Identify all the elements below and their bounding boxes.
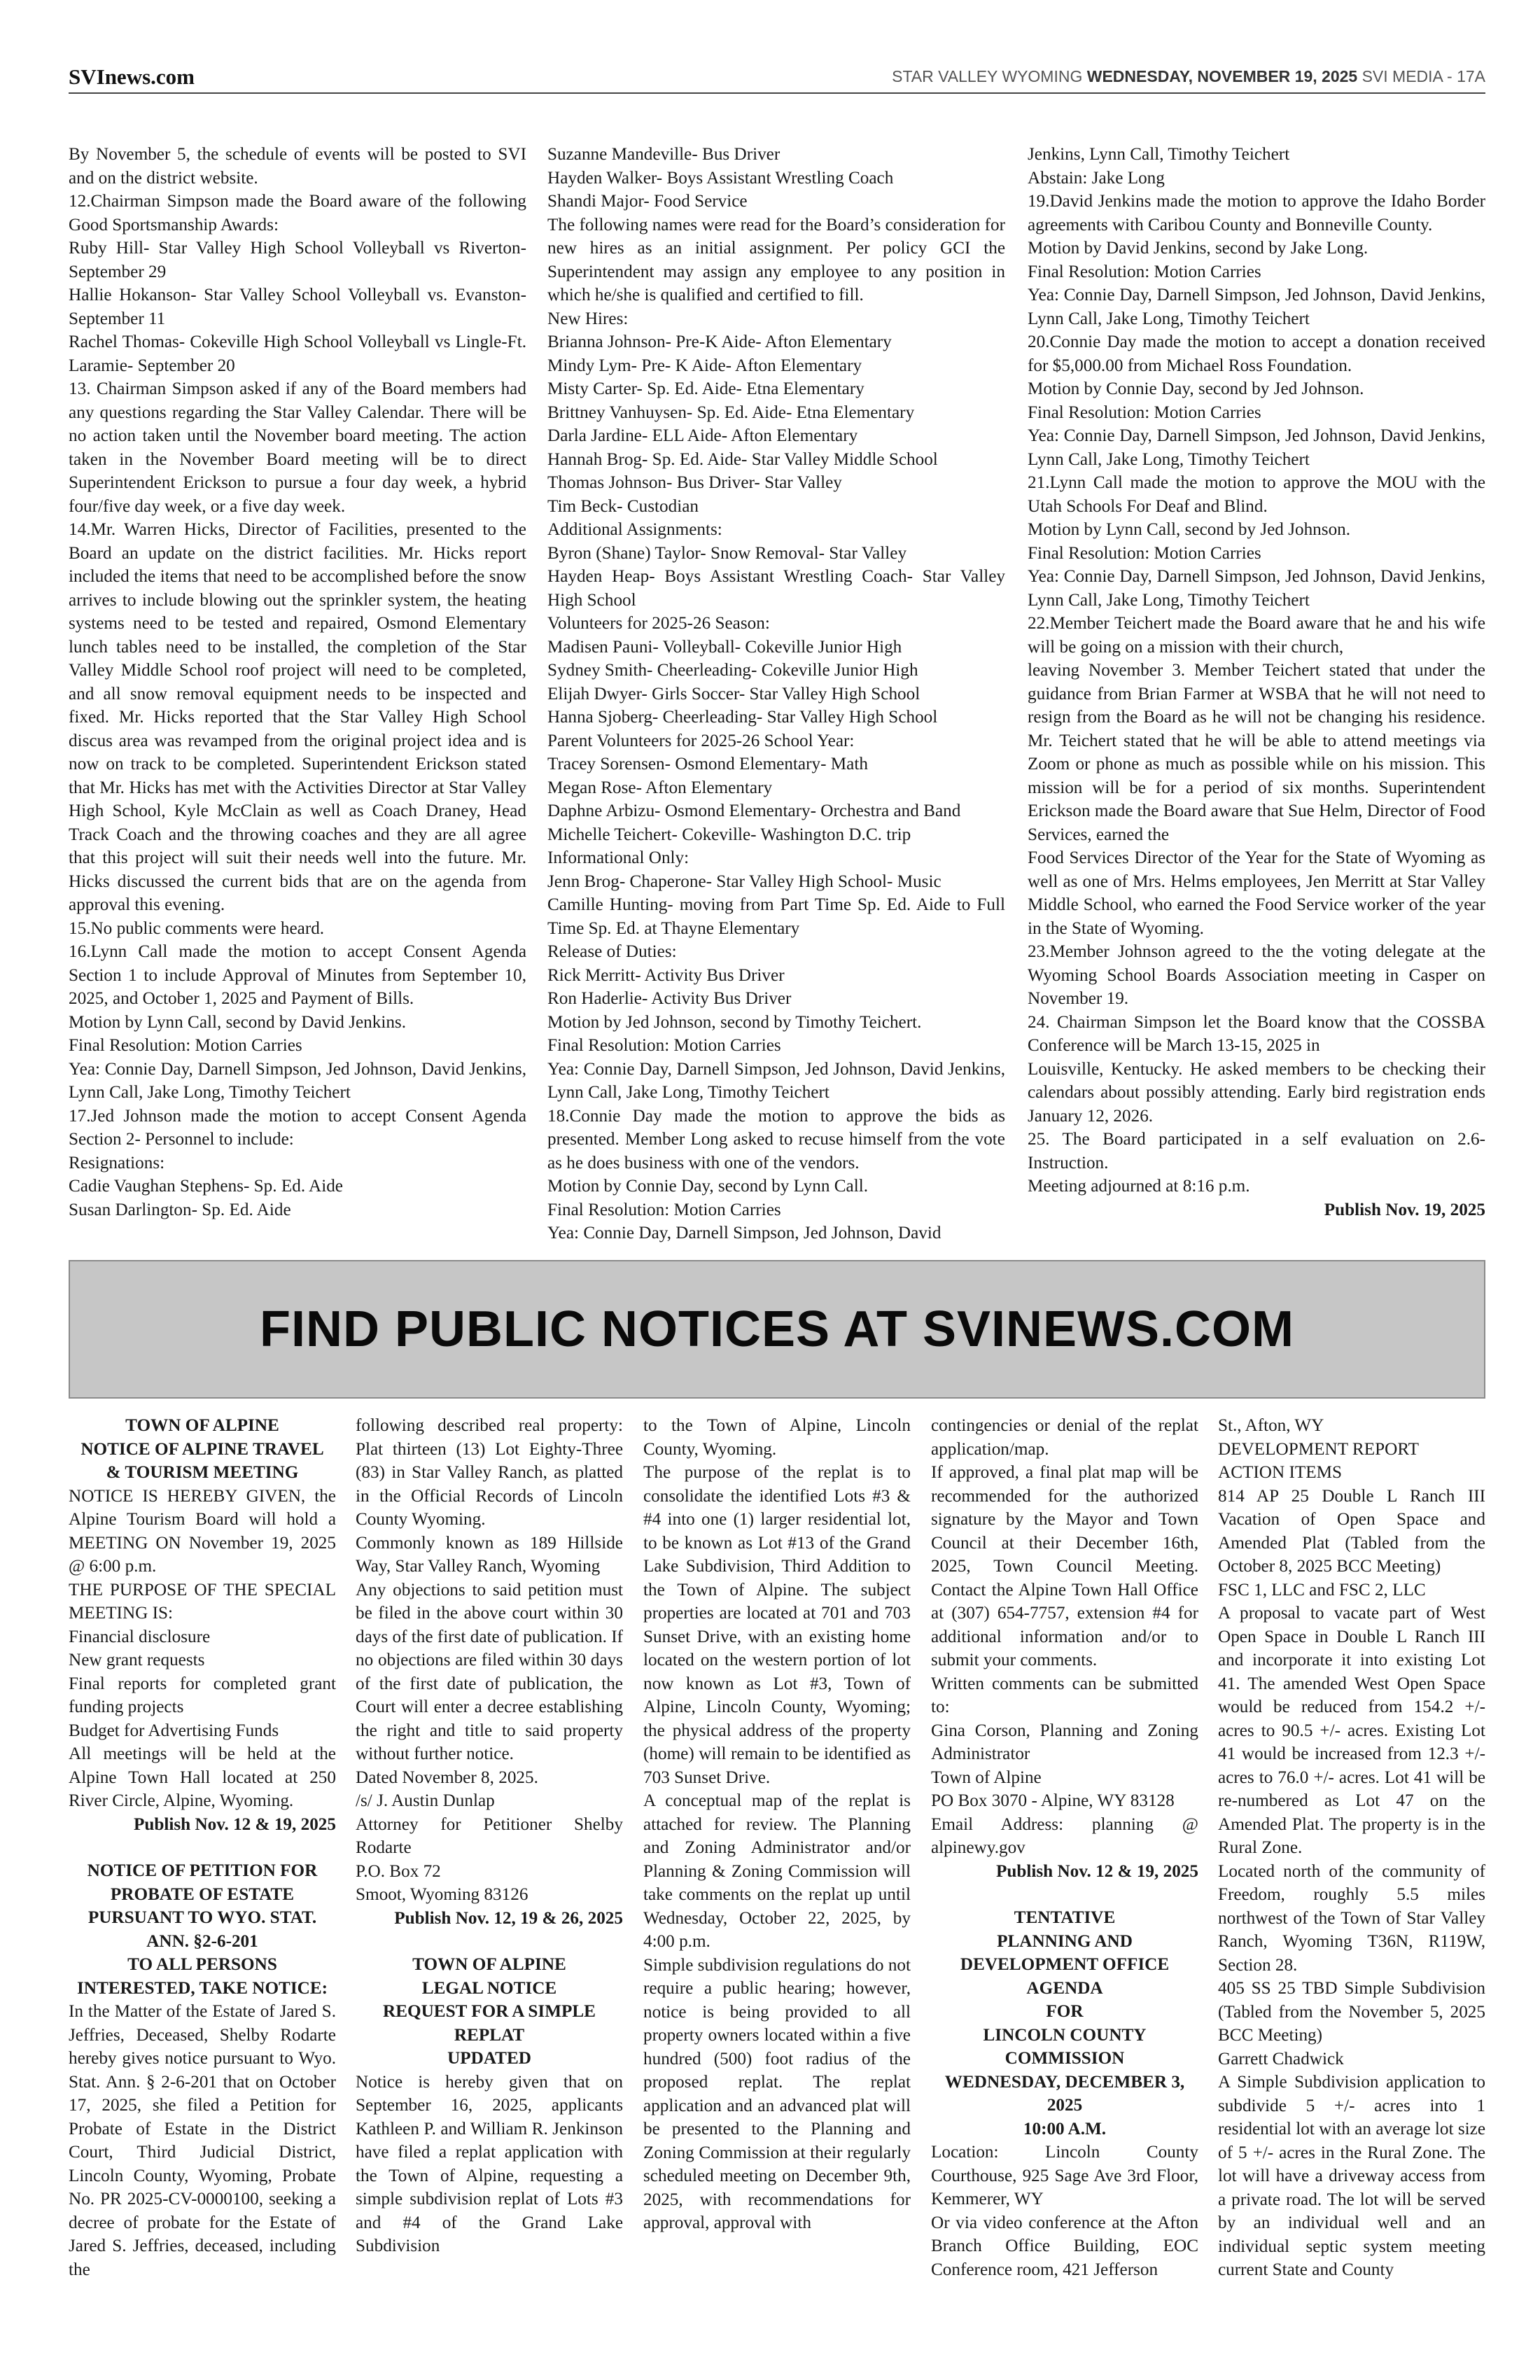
paragraph: Motion by Connie Day, second by Jed Johnson. [1028, 379, 1364, 398]
notice-title: ANN. §2-6-201 [146, 1931, 258, 1951]
paragraph: Abstain: Jake Long [1028, 168, 1165, 188]
paragraph: Hayden Heap- Boys Assistant Wrestling Coach- Star Valley High School [547, 567, 1005, 610]
paragraph: Dated November 8, 2025. [356, 1768, 538, 1787]
publish-line: Publish Nov. 12 & 19, 2025 [995, 1861, 1198, 1881]
paragraph: Attorney for Petitioner Shelby Rodarte [356, 1814, 623, 1857]
paragraph: DEVELOPMENT REPORT [1218, 1439, 1419, 1459]
paragraph: Motion by Connie Day, second by Lynn Call. [547, 1177, 868, 1196]
paragraph: Final Resolution: Motion Carries [1028, 402, 1261, 422]
notice-title: TENTATIVE [1014, 1908, 1116, 1927]
paragraph: New Hires: [547, 309, 629, 328]
paragraph: Madisen Pauni- Volleyball- Cokeville Junior High [547, 637, 902, 657]
paragraph: Commonly known as 189 Hillside Way, Star Valley Ranch, Wyoming [356, 1533, 623, 1576]
paragraph: Resignations: [69, 1153, 165, 1172]
paragraph: Hayden Walker- Boys Assistant Wrestling Coach [547, 168, 894, 188]
paragraph: 18.Connie Day made the motion to approve the bids as presented. Member Long asked to recuse himself from the vote as he does business with one of the vendors. [547, 1106, 1005, 1172]
notice-title: REPLAT [454, 2025, 525, 2045]
paragraph: Hanna Sjoberg- Cheerleading- Star Valley High School [547, 708, 938, 727]
paragraph: Jenkins, Lynn Call, Timothy Teichert [1028, 145, 1290, 164]
paragraph: 12.Chairman Simpson made the Board aware of the following Good Sportsmanship Awards: [69, 192, 526, 234]
paragraph: 16.Lynn Call made the motion to accept Consent Agenda Section 1 to include Approval of Minutes from September 10, 2025, and October 1, 2025 and Payment of Bills. [69, 942, 526, 1008]
notice-title: INTERESTED, TAKE NOTICE: [76, 1978, 328, 1998]
notice-title: TOWN OF ALPINE [125, 1416, 279, 1435]
paragraph: Yea: Connie Day, Darnell Simpson, Jed Johnson, David Jenkins, Lynn Call, Jake Long, Timothy Teichert [1028, 567, 1485, 610]
paragraph: 25. The Board participated in a self evaluation on 2.6-Instruction. [1028, 1130, 1485, 1172]
top-column-1 [69, 143, 526, 1222]
paragraph: By November 5, the schedule of events will be posted to SVI and on the district website. [69, 145, 526, 188]
folio-date: WEDNESDAY, NOVEMBER 19, 2025 [1086, 67, 1358, 85]
paragraph: Suzanne Mandeville- Bus Driver [547, 145, 780, 164]
paragraph: Byron (Shane) Taylor- Snow Removal- Star Valley [547, 543, 907, 563]
paragraph: to the Town of Alpine, Lincoln County, Wyoming. [643, 1416, 911, 1459]
notices-column-5 [1218, 1414, 1485, 2282]
paragraph: Gina Corson, Planning and Zoning Administrator [931, 1721, 1198, 1763]
paragraph: 20.Connie Day made the motion to accept a donation received for $5,000.00 from Michael Ross Foundation. [1028, 332, 1485, 375]
paragraph: Food Services Director of the Year for the State of Wyoming as well as one of Mrs. Helms employees, Jen Merritt at Star Valley Middle School, who earned the Food Service worker of the year in the State of Wyoming. [1028, 848, 1485, 938]
paragraph: 21.Lynn Call made the motion to approve the MOU with the Utah Schools For Deaf and Blind. [1028, 473, 1485, 516]
notices-column-4 [931, 1414, 1198, 2281]
notices-column-3 [643, 1414, 911, 2235]
paragraph: Yea: Connie Day, Darnell Simpson, Jed Johnson, David Jenkins, Lynn Call, Jake Long, Timothy Teichert [1028, 426, 1485, 469]
paragraph: P.O. Box 72 [356, 1861, 441, 1881]
folio-suffix: SVI MEDIA - 17A [1357, 67, 1485, 85]
paragraph: New grant requests [69, 1651, 205, 1670]
paragraph: Simple subdivision regulations do not require a public hearing; however, notice is being provided to all property owners located within a five hundred (500) foot radius of the proposed replat. The replat application and an advanced plat will be presented to the Planning and Zoning Commission at their regularly scheduled meeting on December 9th, 2025, with recommendations for approval, approval with [643, 1955, 911, 2232]
paragraph: Thomas Johnson- Bus Driver- Star Valley [547, 473, 842, 492]
notice-title: 2025 [1046, 2096, 1083, 2115]
paragraph: A Simple Subdivision application to subdivide 5 +/- acres into 1 residential lot with an average lot size of 5 +/- acres in the Rural Zone. The lot will have a driveway access from a private road. The lot will be served by an individual well and an individual septic system meeting current State and County [1218, 2073, 1485, 2279]
paragraph: NOTICE IS HEREBY GIVEN, the Alpine Tourism Board will hold a MEETING ON November 19, 2025 @ 6:00 p.m. [69, 1486, 336, 1576]
notice-title: AGENDA [1026, 1978, 1103, 1998]
paragraph: Budget for Advertising Funds [69, 1721, 279, 1740]
notice-title: TOWN OF ALPINE [412, 1955, 566, 1974]
notice-title: 10:00 A.M. [1023, 2119, 1107, 2138]
paragraph: leaving November 3. Member Teichert stated that under the guidance from Brian Farmer at WSBA that he will not need to resign from the Board as he will not be changing his residence. Mr. Teichert stated that he will be able to attend meetings via Zoom or phone as much as possible while on his mission. This mission will be for a period of six months. Superintendent Erickson made the Board aware that Sue Helm, Director of Food Services, earned the [1028, 661, 1485, 844]
paragraph: Garrett Chadwick [1218, 2049, 1344, 2068]
site-name: SVInews.com [69, 64, 195, 89]
paragraph: Informational Only: [547, 848, 690, 867]
notice-title: TO ALL PERSONS [127, 1955, 277, 1974]
paragraph: Location: Lincoln County Courthouse, 925 Sage Ave 3rd Floor, Kemmerer, WY [931, 2143, 1198, 2208]
paragraph: Motion by Lynn Call, second by Jed Johnson. [1028, 520, 1351, 539]
paragraph: Motion by Jed Johnson, second by Timothy Teichert. [547, 1012, 922, 1032]
paragraph: Yea: Connie Day, Darnell Simpson, Jed Johnson, David [547, 1224, 941, 1242]
notice-title: NOTICE OF ALPINE TRAVEL [80, 1439, 324, 1459]
paragraph: Final reports for completed grant funding projects [69, 1674, 336, 1716]
paragraph: ACTION ITEMS [1218, 1463, 1343, 1482]
paragraph: Ruby Hill- Star Valley High School Volleyball vs Riverton- September 29 [69, 239, 526, 281]
notice-title: PURSUANT TO WYO. STAT. [88, 1908, 317, 1927]
notice-title: & TOURISM MEETING [106, 1463, 299, 1482]
paragraph: 405 SS 25 TBD Simple Subdivision (Tabled from the November 5, 2025 BCC Meeting) [1218, 1979, 1485, 2045]
paragraph: Susan Darlington- Sp. Ed. Aide [69, 1200, 291, 1219]
paragraph: Michelle Teichert- Cokeville- Washington D.C. trip [547, 825, 911, 844]
paragraph: 17.Jed Johnson made the motion to accept Consent Agenda Section 2- Personnel to include: [69, 1106, 526, 1149]
folio-prefix: STAR VALLEY WYOMING [892, 67, 1087, 85]
paragraph: contingencies or denial of the replat application/map. [931, 1416, 1198, 1459]
paragraph: Megan Rose- Afton Elementary [547, 778, 773, 797]
notice-title: REQUEST FOR A SIMPLE [383, 2002, 596, 2021]
paragraph: Final Resolution: Motion Carries [547, 1200, 781, 1219]
paragraph: Jenn Brog- Chaperone- Star Valley High School- Music [547, 872, 941, 891]
paragraph: Smoot, Wyoming 83126 [356, 1885, 528, 1904]
paragraph: Hallie Hokanson- Star Valley School Volleyball vs. Evanston- September 11 [69, 286, 526, 328]
paragraph: 13. Chairman Simpson asked if any of the Board members had any questions regarding the Star Valley Calendar. There will be no action taken until the November board meeting. The action taken in the November Board meeting will be to direct Superintendent Erickson to pursue a four day week, a hybrid four/five day week, or a five day week. [69, 379, 526, 516]
notice-title: UPDATED [447, 2049, 531, 2068]
paragraph: Final Resolution: Motion Carries [1028, 543, 1261, 563]
notice-title: NOTICE OF PETITION FOR [87, 1861, 318, 1880]
paragraph: Motion by Lynn Call, second by David Jenkins. [69, 1012, 407, 1032]
paragraph: Notice is hereby given that on September 16, 2025, applicants Kathleen P. and William R. Jenkinson have filed a replat application with the Town of Alpine, requesting a simple subdivision replat of Lots #3 and #4 of the Grand Lake Subdivision [356, 2072, 623, 2255]
paragraph: Volunteers for 2025-26 Season: [547, 614, 770, 633]
paragraph: Louisville, Kentucky. He asked members to be checking their calendars about possibly attending. Early bird registration ends January 12, 2026. [1028, 1059, 1485, 1126]
paragraph: 15.No public comments were heard. [69, 918, 325, 938]
paragraph: If approved, a final plat map will be recommended for the authorized signature by the Mayor and Town Council at their December 16th, 2025, Town Council Meeting. Contact the Alpine Town Hall Office at (307) 654-7757, extension #4 for additional information and/or to submit your comments. [931, 1463, 1198, 1670]
paragraph: Hannah Brog- Sp. Ed. Aide- Star Valley Middle School [547, 449, 938, 469]
paragraph: Brittney Vanhuysen- Sp. Ed. Aide- Etna Elementary [547, 402, 915, 422]
paragraph: Tracey Sorensen- Osmond Elementary- Math [547, 755, 868, 774]
paragraph: Misty Carter- Sp. Ed. Aide- Etna Elementary [547, 379, 864, 398]
paragraph: Written comments can be submitted to: [931, 1674, 1198, 1716]
publish-line: Publish Nov. 12, 19 & 26, 2025 [394, 1908, 623, 1928]
paragraph: Release of Duties: [547, 942, 677, 961]
notice-title: FOR [1046, 2002, 1084, 2021]
paragraph: Financial disclosure [69, 1627, 211, 1646]
notice-title: WEDNESDAY, DECEMBER 3, [944, 2072, 1185, 2092]
paragraph: The following names were read for the Board’s consideration for new hires as an initial assignment. Per policy GCI the Superintendent may assign any employee to any position in which he/she is qualified and certified to fill. [547, 215, 1005, 304]
paragraph: Tim Beck- Custodian [547, 496, 699, 516]
notice-title: PLANNING AND [997, 1931, 1133, 1951]
top-column-2 [547, 143, 1005, 1245]
public-notices-banner [69, 1260, 1485, 1399]
paragraph: Email Address: planning @ alpinewy.gov [931, 1814, 1198, 1857]
paragraph: 24. Chairman Simpson let the Board know that the COSSBA Conference will be March 13-15, 2025 in [1028, 1012, 1485, 1055]
paragraph: Final Resolution: Motion Carries [69, 1036, 302, 1055]
paragraph: Brianna Johnson- Pre-K Aide- Afton Elementary [547, 332, 892, 351]
paragraph: Darla Jardine- ELL Aide- Afton Elementary [547, 426, 858, 445]
paragraph: Yea: Connie Day, Darnell Simpson, Jed Johnson, David Jenkins, Lynn Call, Jake Long, Timothy Teichert [547, 1059, 1005, 1102]
paragraph: Any objections to said petition must be filed in the above court within 30 days of the first date of publication. If no objections are filed within 30 days of the first date of publication, the Court will enter a decree establishing the right and title to said property without further notice. [356, 1580, 623, 1763]
paragraph: Meeting adjourned at 8:16 p.m. [1028, 1177, 1250, 1196]
folio-line [892, 67, 1485, 86]
paragraph: St., Afton, WY [1218, 1416, 1324, 1435]
paragraph: Additional Assignments: [547, 520, 722, 539]
notices-column-1 [69, 1414, 336, 2281]
paragraph: All meetings will be held at the Alpine Town Hall located at 250 River Circle, Alpine, Wyoming. [69, 1744, 336, 1810]
paragraph: A conceptual map of the replat is attached for review. The Planning and Zoning Administrator and/or Planning & Zoning Commission will take comments on the replat up until Wednesday, October 22, 2025, by 4:00 p.m. [643, 1791, 911, 1951]
paragraph: Or via video conference at the Afton Branch Office Building, EOC Conference room, 421 Jefferson [931, 2213, 1198, 2279]
paragraph: Yea: Connie Day, Darnell Simpson, Jed Johnson, David Jenkins, Lynn Call, Jake Long, Timothy Teichert [69, 1059, 526, 1102]
top-column-3 [1028, 143, 1485, 1222]
paragraph: 22.Member Teichert made the Board aware that he and his wife will be going on a mission with their church, [1028, 614, 1485, 657]
publish-line: Publish Nov. 12 & 19, 2025 [133, 1814, 336, 1834]
paragraph: Located north of the community of Freedom, roughly 5.5 miles northwest of the Town of Star Valley Ranch, Wyoming T36N, R119W, Section 28. [1218, 1861, 1485, 1975]
notices-column-2 [356, 1414, 623, 2258]
paragraph: Final Resolution: Motion Carries [1028, 262, 1261, 281]
paragraph: Motion by David Jenkins, second by Jake Long. [1028, 239, 1368, 258]
paragraph: Cadie Vaughan Stephens- Sp. Ed. Aide [69, 1177, 343, 1196]
paragraph: Shandi Major- Food Service [547, 192, 748, 211]
paragraph: FSC 1, LLC and FSC 2, LLC [1218, 1580, 1426, 1600]
paragraph: Ron Haderlie- Activity Bus Driver [547, 989, 792, 1008]
paragraph: Parent Volunteers for 2025-26 School Year: [547, 731, 855, 750]
paragraph: Daphne Arbizu- Osmond Elementary- Orchestra and Band [547, 802, 961, 820]
notice-title: LEGAL NOTICE [421, 1978, 557, 1998]
paragraph: 19.David Jenkins made the motion to approve the Idaho Border agreements with Caribou County and Bonneville County. [1028, 192, 1485, 234]
notice-title: DEVELOPMENT OFFICE [960, 1955, 1170, 1974]
paragraph: Sydney Smith- Cheerleading- Cokeville Junior High [547, 661, 918, 680]
paragraph: 14.Mr. Warren Hicks, Director of Facilities, presented to the Board an update on the district facilities. Mr. Hicks report included the items that need to be accomplished before the snow arrives to include blowing out the sprinkler system, the heating systems need to be tested and repaired, Osmond Elementary lunch tables need to be installed, the completion of the Star Valley Middle School roof project will need to be completed, and all snow removal equipment needs to be inspected and fixed. Mr. Hicks reported that the Star Valley High School discus area was revamped from the original project idea and is now on track to be completed. Superintendent Erickson stated that Mr. Hicks has met with the Activities Director at Star Valley High School, Kyle McClain as well as Coach Draney, Head Track Coach and the throwing coaches and they are all agree that this project will suit their needs well into the future. Mr. Hicks discussed the current bids that are on the agenda from approval this evening. [69, 520, 526, 914]
paragraph: PO Box 3070 - Alpine, WY 83128 [931, 1791, 1175, 1810]
paragraph: Town of Alpine [931, 1768, 1042, 1787]
notice-title: PROBATE OF ESTATE [110, 1884, 295, 1904]
paragraph: /s/ J. Austin Dunlap [356, 1791, 495, 1810]
paragraph: In the Matter of the Estate of Jared S. Jeffries, Deceased, Shelby Rodarte hereby gives notice pursuant to Wyo. Stat. Ann. § 2-6-201 that on October 17, 2025, she filed a Petition for Probate of Estate in the District Court, Third Judicial District, Lincoln County, Wyoming, Probate No. PR 2025-CV-0000100, seeking a decree of probate for the Estate of Jared S. Jeffries, deceased, including the [69, 2002, 336, 2279]
paragraph: Yea: Connie Day, Darnell Simpson, Jed Johnson, David Jenkins, Lynn Call, Jake Long, Timothy Teichert [1028, 286, 1485, 328]
paragraph: Rachel Thomas- Cokeville High School Volleyball vs Lingle-Ft. Laramie- September 20 [69, 332, 526, 375]
notice-title: COMMISSION [1004, 2049, 1125, 2068]
paragraph: Camille Hunting- moving from Part Time Sp. Ed. Aide to Full Time Sp. Ed. at Thayne Elementary [547, 895, 1005, 938]
paragraph: The purpose of the replat is to consolidate the identified Lots #3 & #4 into one (1) larger residential lot, to be known as Lot #13 of the Grand Lake Subdivision, Third Addition to the Town of Alpine. The subject properties are located at 701 and 703 Sunset Drive, with an existing home located on the western portion of lot now known as Lot #3, Town of Alpine, Lincoln County, Wyoming; the physical address of the property (home) will remain to be identified as 703 Sunset Drive. [643, 1463, 911, 1787]
paragraph: 23.Member Johnson agreed to the the voting delegate at the Wyoming School Boards Association meeting in Casper on November 19. [1028, 942, 1485, 1008]
banner-text: FIND PUBLIC NOTICES AT SVINEWS.COM [259, 1301, 1294, 1357]
notice-title: LINCOLN COUNTY [983, 2025, 1147, 2045]
paragraph: THE PURPOSE OF THE SPECIAL MEETING IS: [69, 1580, 336, 1623]
paragraph: 814 AP 25 Double L Ranch III Vacation of Open Space and Amended Plat (Tabled from the October 8, 2025 BCC Meeting) [1218, 1486, 1485, 1576]
paragraph: following described real property: Plat thirteen (13) Lot Eighty-Three (83) in Star Valley Ranch, as platted in the Official Records of Lincoln County Wyoming. [356, 1416, 623, 1529]
page-header [69, 62, 1485, 94]
paragraph: Rick Merritt- Activity Bus Driver [547, 965, 785, 985]
paragraph: A proposal to vacate part of West Open Space in Double L Ranch III and incorporate it into existing Lot 41. The amended West Open Space would be reduced from 154.2 +/- acres to 90.5 +/- acres. Existing Lot 41 would be increased from 12.3 +/- acres to 76.0 +/- acres. Lot 41 will be re-numbered as Lot 47 on the Amended Plat. The property is in the Rural Zone. [1218, 1604, 1485, 1857]
publish-line: Publish Nov. 19, 2025 [1324, 1200, 1485, 1219]
paragraph: Mindy Lym- Pre- K Aide- Afton Elementary [547, 356, 862, 375]
paragraph: Elijah Dwyer- Girls Soccer- Star Valley High School [547, 684, 920, 704]
paragraph: Final Resolution: Motion Carries [547, 1036, 781, 1055]
